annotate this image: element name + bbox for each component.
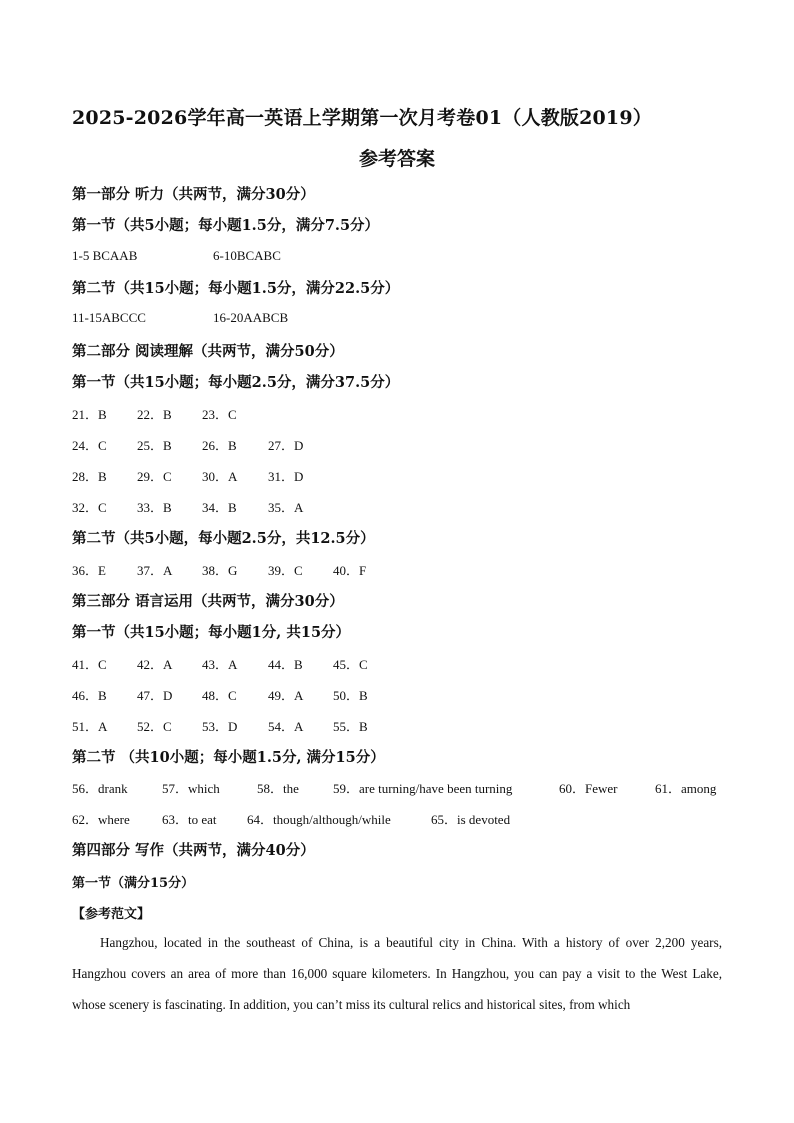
- answer-group: 6-10BCABC: [213, 248, 281, 263]
- answer-item: 47．D: [137, 688, 173, 703]
- answer-item: 31．D: [268, 469, 304, 484]
- answer-item: 55．B: [333, 719, 368, 734]
- part2-sec1-heading: 第一节（共15小题；每小题2.5分，满分37.5分）: [72, 374, 400, 391]
- document-subtitle: 参考答案: [358, 148, 435, 170]
- answer-item: 63．to eat: [162, 812, 217, 827]
- answer-item: 43．A: [202, 657, 238, 672]
- answer-item: 50．B: [333, 688, 368, 703]
- answer-item: 46．B: [72, 688, 107, 703]
- answer-item: 60．Fewer: [559, 781, 618, 796]
- sample-essay: Hangzhou, located in the southeast of China, is a beautiful city in China. With a history of over 2,200 years, Hangzhou covers an area of more than 16,000 square kilometers. In Hangzhou, you can pay a visit to the West Lake, whose scenery is fascinating. In addition, you can’t miss its cultural relics and historical sites, from which: [72, 935, 722, 1012]
- part4-sec1-heading: 第一节（满分15分）: [72, 876, 195, 891]
- answer-group: 11-15ABCCC: [72, 310, 146, 325]
- answer-item: 23．C: [202, 407, 237, 422]
- part4-heading: 第四部分 写作（共两节，满分40分）: [72, 842, 315, 859]
- answer-item: 65．is devoted: [431, 812, 511, 827]
- answer-item: 54．A: [268, 719, 304, 734]
- answer-item: 42．A: [137, 657, 173, 672]
- answer-item: 32．C: [72, 500, 107, 515]
- answer-item: 35．A: [268, 500, 304, 515]
- part3-sec1-heading: 第一节（共15小题；每小题1分, 共15分）: [72, 624, 351, 641]
- answer-item: 21．B: [72, 407, 107, 422]
- answer-item: 34．B: [202, 500, 237, 515]
- sample-essay-label: 【参考范文】: [72, 907, 151, 922]
- answer-item: 22．B: [137, 407, 172, 422]
- answer-item: 40．F: [333, 563, 367, 578]
- part1-sec2-heading: 第二节（共15小题；每小题1.5分，满分22.5分）: [72, 280, 400, 297]
- answer-item: 59．are turning/have been turning: [333, 781, 513, 796]
- answer-item: 61．among: [655, 781, 717, 796]
- answer-item: 64．though/although/while: [247, 812, 391, 827]
- answer-item: 37．A: [137, 563, 173, 578]
- answer-item: 58．the: [257, 781, 299, 796]
- part3-heading: 第三部分 语言运用（共两节，满分30分）: [72, 593, 344, 610]
- part2-heading: 第二部分 阅读理解（共两节，满分50分）: [72, 343, 344, 360]
- answer-item: 24．C: [72, 438, 107, 453]
- part3-sec2-heading: 第二节 （共10小题；每小题1.5分, 满分15分）: [72, 749, 385, 766]
- answer-item: 28．B: [72, 469, 107, 484]
- answer-item: 29．C: [137, 469, 172, 484]
- answer-item: 53．D: [202, 719, 238, 734]
- answer-item: 57．which: [162, 781, 220, 796]
- answer-item: 36．E: [72, 563, 106, 578]
- answer-item: 48．C: [202, 688, 237, 703]
- answer-item: 49．A: [268, 688, 304, 703]
- answer-item: 26．B: [202, 438, 237, 453]
- answer-item: 56．drank: [72, 781, 128, 796]
- answer-item: 51．A: [72, 719, 108, 734]
- answer-item: 39．C: [268, 563, 303, 578]
- answer-item: 25．B: [137, 438, 172, 453]
- answer-item: 33．B: [137, 500, 172, 515]
- answer-group: 16-20AABCB: [213, 310, 289, 325]
- part1-sec1-heading: 第一节（共5小题；每小题1.5分，满分7.5分）: [72, 217, 380, 234]
- answer-item: 62．where: [72, 812, 130, 827]
- answer-item: 41．C: [72, 657, 107, 672]
- answer-item: 44．B: [268, 657, 303, 672]
- answer-item: 45．C: [333, 657, 368, 672]
- document-title: 2025-2026学年高一英语上学期第一次月考卷01（人教版2019）: [72, 107, 652, 129]
- part1-heading: 第一部分 听力（共两节，满分30分）: [72, 186, 315, 203]
- answer-item: 52．C: [137, 719, 172, 734]
- part2-sec2-heading: 第二节（共5小题，每小题2.5分，共12.5分）: [72, 530, 375, 547]
- answer-item: 27．D: [268, 438, 304, 453]
- answer-item: 30．A: [202, 469, 238, 484]
- answer-group: 1-5 BCAAB: [72, 248, 138, 263]
- answer-item: 38．G: [202, 563, 238, 578]
